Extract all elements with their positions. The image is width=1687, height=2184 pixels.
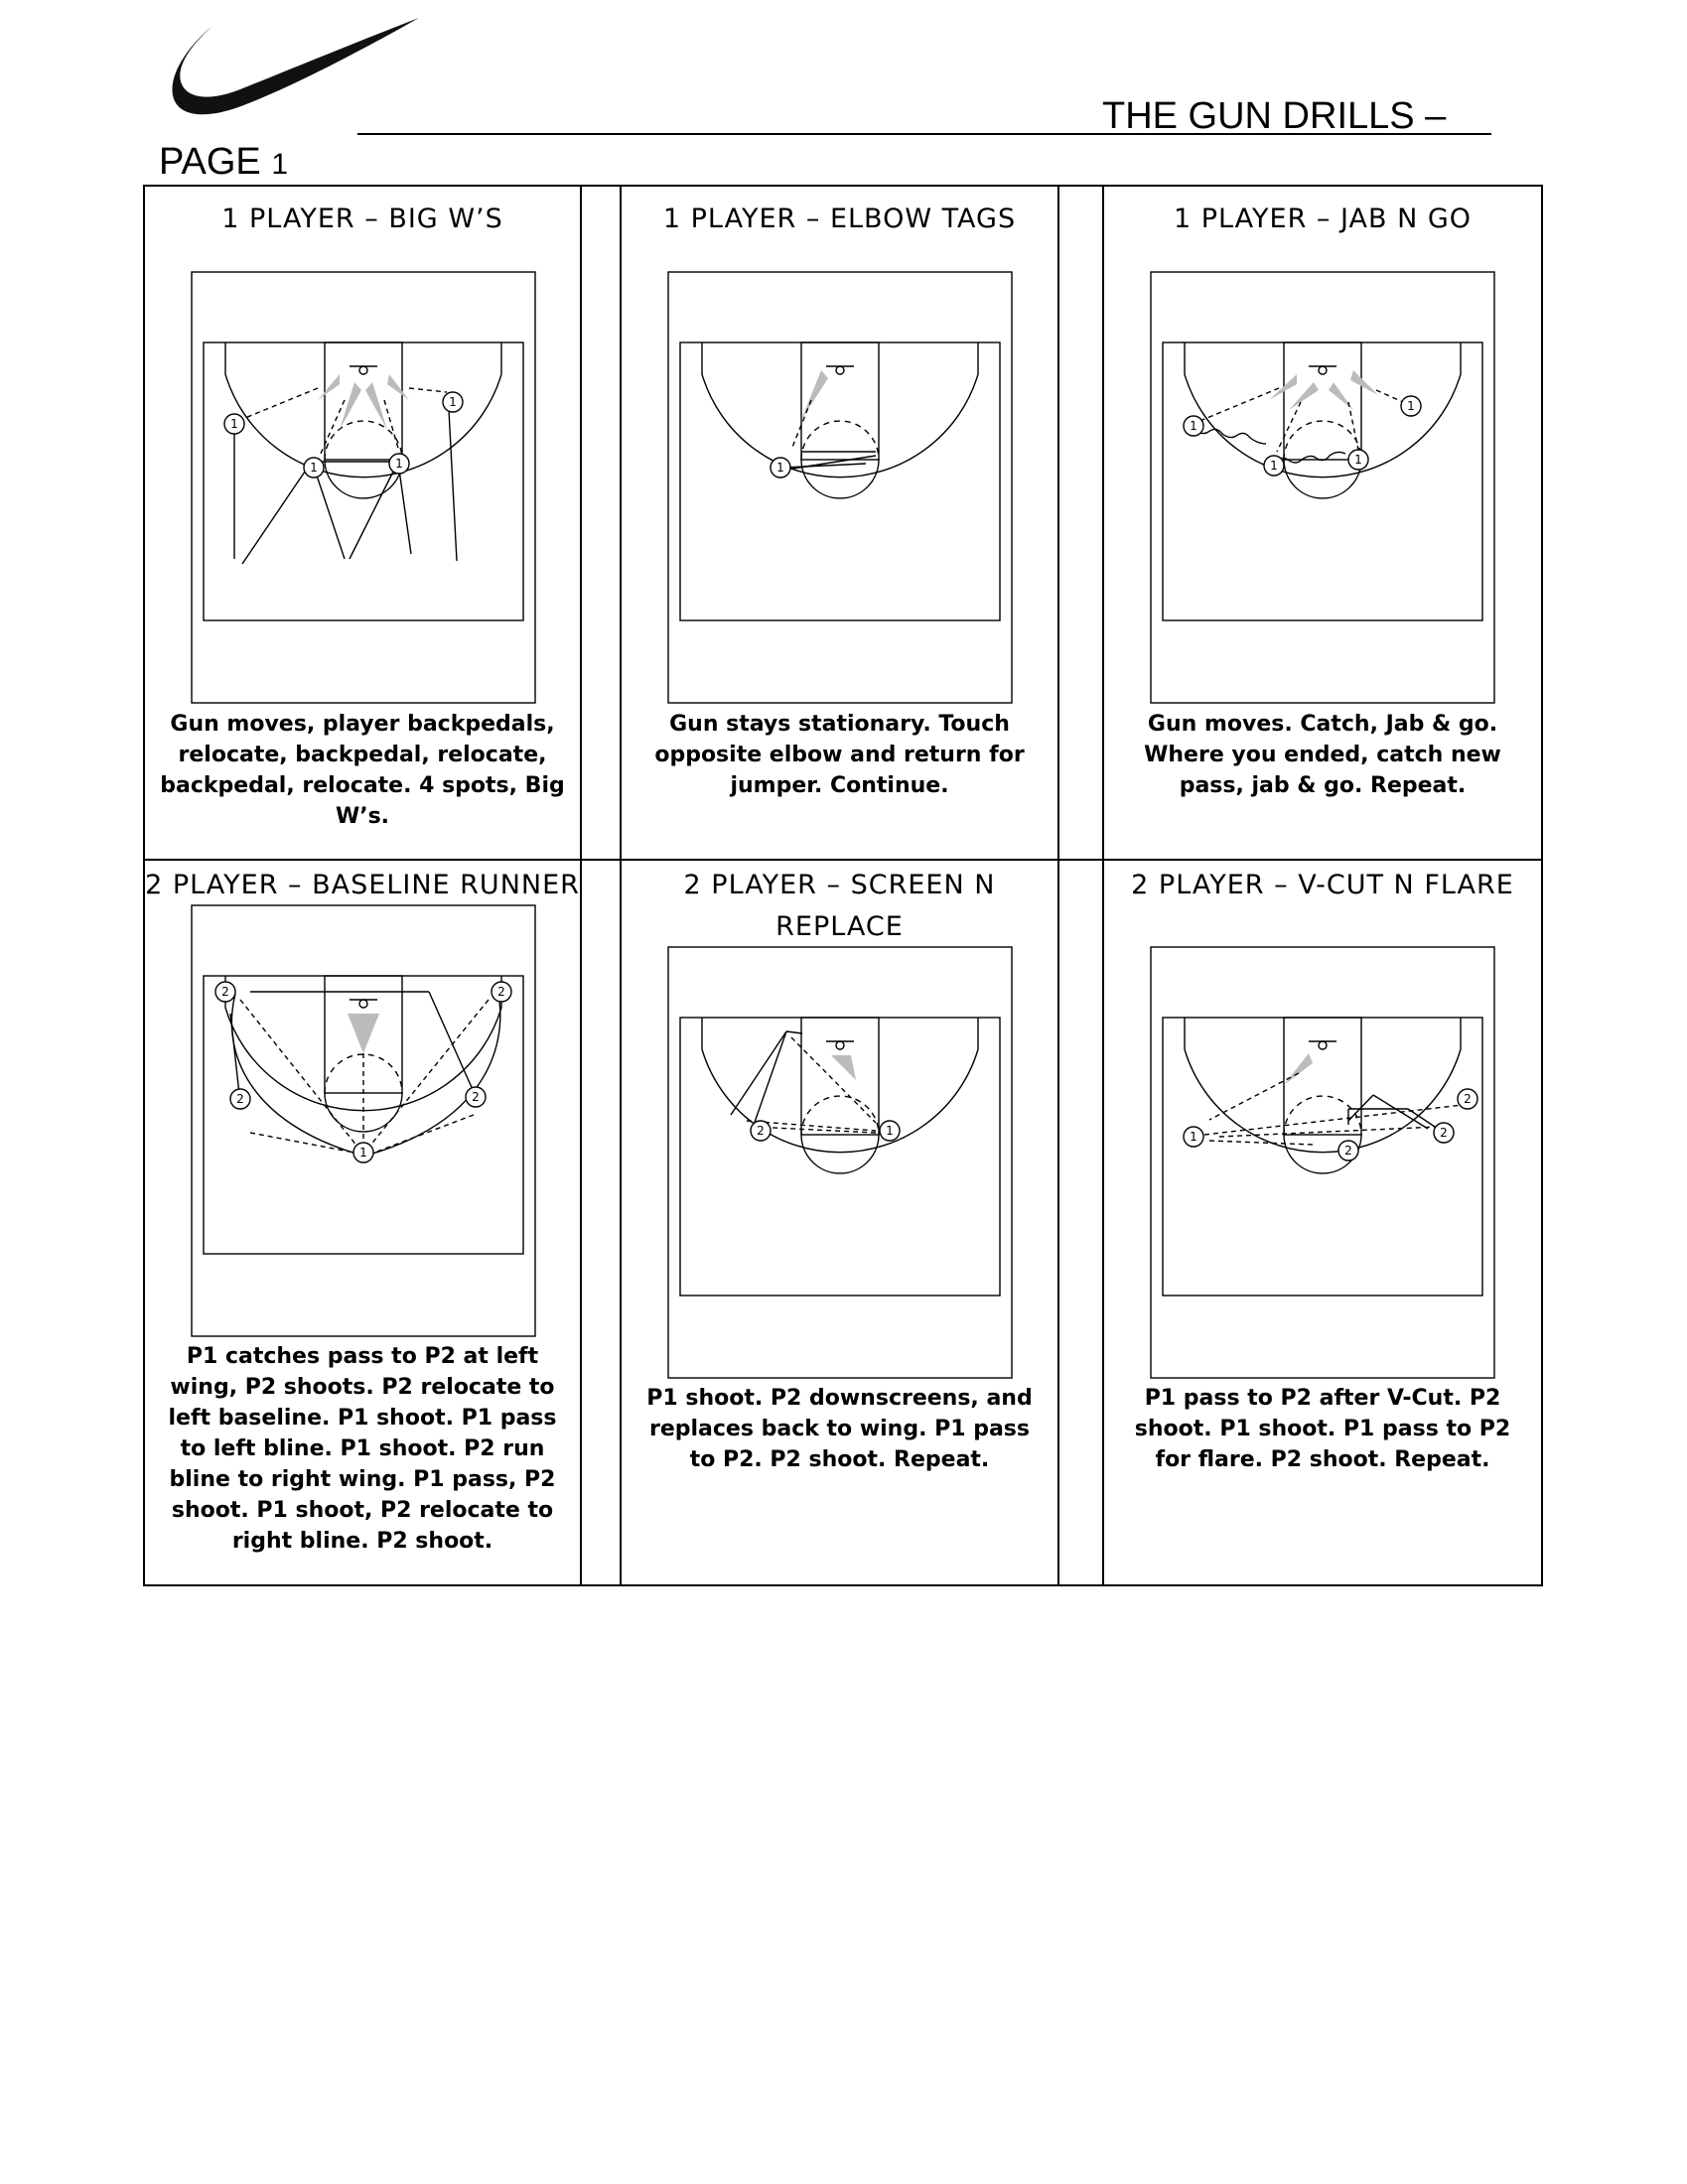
player-marker: 2 [221,985,229,999]
drill-title: 2 PLAYER – BASELINE RUNNER [145,870,580,900]
drill-description: Gun moves. Catch, Jab & go. Where you ended, catch new pass, jab & go. Repeat. [1144,712,1501,798]
player-marker: 1 [1354,453,1362,467]
drill-cell-v-cut-n-flare [1104,861,1541,1584]
player-marker: 1 [395,457,403,471]
court-diagram [191,904,536,1337]
drills-table [143,185,1543,1586]
player-marker: 1 [886,1124,894,1138]
drill-description: P1 catches pass to P2 at left wing, P2 shoots. P2 relocate to left baseline. P1 shoot. P1 pass to left bline. P1 shoot. P2 run bline to right wing. P1 pass, P2 shoot. P1 shoot, P2 relocate to right bline. P2 shoot. [168,1344,557,1554]
court-diagram [1150,271,1495,704]
player-marker: 1 [230,417,238,431]
drill-title: 2 PLAYER – V-CUT N FLARE [1131,870,1514,900]
drill-cell-screen-n-replace [622,861,1057,1584]
page-label [159,141,288,184]
player-marker: 1 [776,461,784,475]
player-marker: 2 [1464,1092,1472,1106]
nike-swoosh-icon [171,16,419,115]
court-diagram [1150,946,1495,1379]
drill-description: P1 shoot. P2 downscreens, and replaces back to wing. P1 pass to P2. P2 shoot. Repeat. [646,1386,1033,1472]
drill-title: 1 PLAYER – ELBOW TAGS [662,204,1017,234]
player-marker: 2 [497,985,505,999]
player-marker: 1 [359,1146,367,1160]
court-diagram [191,271,536,704]
player-marker: 1 [1407,399,1415,413]
player-marker: 2 [1440,1126,1448,1140]
document-title: THE GUN DRILLS – [1102,95,1447,137]
drill-cell-jab-n-go [1104,187,1541,859]
page-number: 1 [271,148,289,181]
drill-cell-elbow-tags [622,187,1057,859]
drill-title: 2 PLAYER – SCREEN N REPLACE [683,870,996,942]
player-marker: 1 [1190,419,1197,433]
drill-title: 1 PLAYER – BIG W’S [221,204,503,234]
player-marker: 1 [310,461,318,475]
drill-title: 1 PLAYER – JAB N GO [1173,204,1473,234]
player-marker: 2 [236,1092,244,1106]
drill-description: Gun stays stationary. Touch opposite elbow and return for jumper. Continue. [654,712,1025,798]
page-label-text: PAGE [159,141,261,183]
drill-cell-big-ws [145,187,580,859]
drill-description: Gun moves, player backpedals, relocate, backpedal, relocate, backpedal, relocate. 4 spots, Big W’s. [160,712,565,829]
drill-cell-baseline-runner [145,861,580,1584]
player-marker: 1 [1270,459,1278,473]
drill-description: P1 pass to P2 after V-Cut. P2 shoot. P1 shoot. P1 pass to P2 for flare. P2 shoot. Repeat. [1134,1386,1511,1472]
player-marker: 2 [757,1124,765,1138]
player-marker: 1 [449,395,457,409]
court-diagram [667,271,1013,704]
player-marker: 2 [1344,1144,1352,1158]
player-marker: 2 [472,1090,480,1104]
player-marker: 1 [1190,1130,1197,1144]
court-diagram [667,946,1013,1379]
